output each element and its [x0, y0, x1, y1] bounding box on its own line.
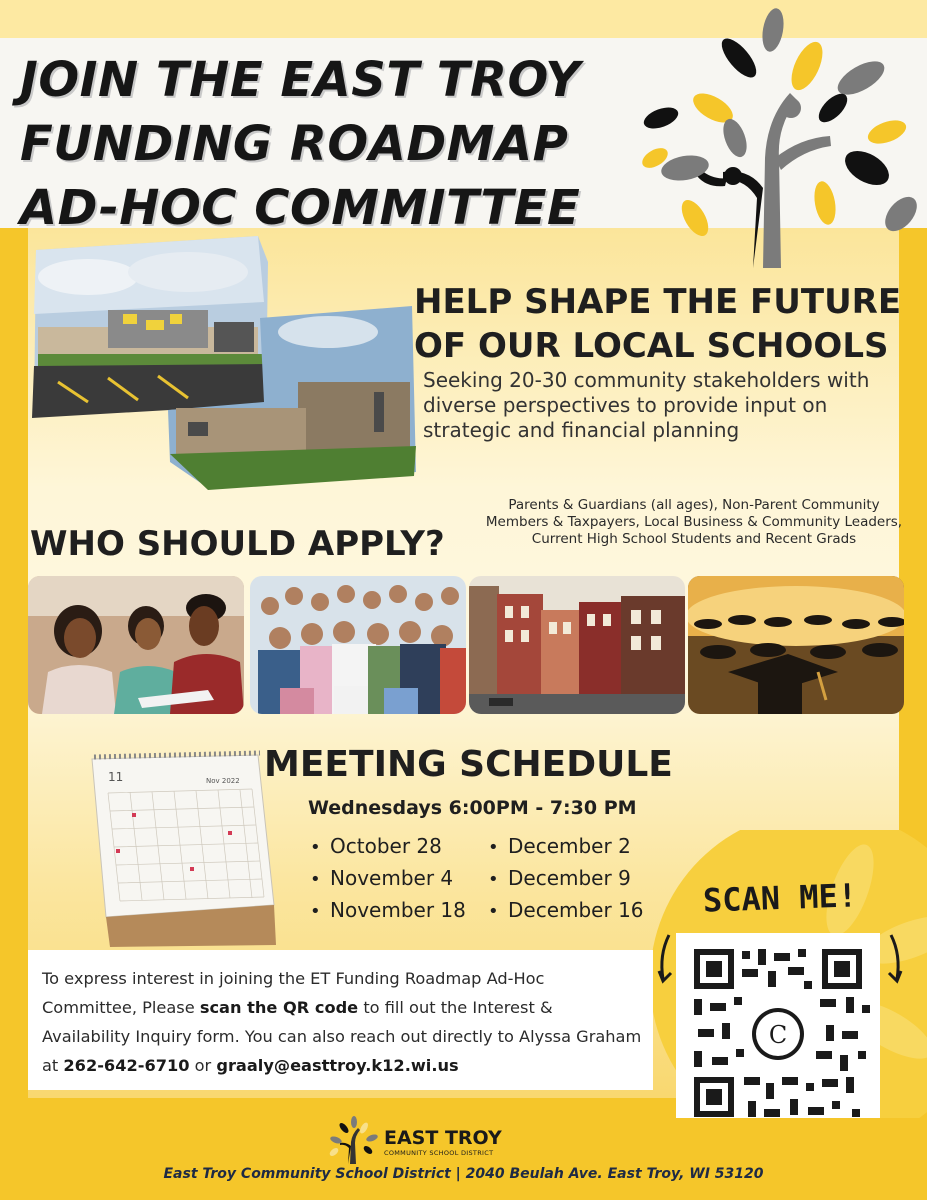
- info-text-part: to fill out the Interest & Availability Inquiry form. You can also reach out directly to Alyssa Graham at: [42, 998, 642, 1075]
- date-item: • December 2: [488, 831, 644, 863]
- footer-address: East Troy Community School District | 2040 Beulah Ave. East Troy, WI 53120: [163, 1166, 764, 1182]
- logo-name: EAST TROY: [384, 1127, 502, 1149]
- tree-logo-icon: [625, 8, 925, 268]
- who-heading: WHO SHOULD APPLY?: [30, 524, 445, 564]
- who-description: Parents & Guardians (all ages), Non-Parent Community Members & Taxpayers, Local Business & Community Leaders, Current High School Students and Recent Grads: [485, 497, 903, 547]
- dates-list-left: [310, 831, 466, 927]
- info-qr-callout: scan the QR code: [199, 998, 359, 1017]
- qr-code[interactable]: [676, 933, 880, 1135]
- family-photo: [28, 576, 244, 714]
- help-heading-line-2: OF OUR LOCAL SCHOOLS: [414, 326, 889, 366]
- help-description: Seeking 20-30 community stakeholders with diverse perspectives to provide input on strategic and financial planning: [423, 368, 870, 442]
- schedule-heading: MEETING SCHEDULE: [264, 744, 673, 785]
- downtown-street-photo: [469, 576, 685, 714]
- graduation-photo: [688, 576, 904, 714]
- qr-center-letter: C: [768, 1021, 788, 1049]
- community-group-photo: [250, 576, 466, 714]
- calendar-day: 11: [108, 770, 124, 784]
- date-item: • December 9: [488, 863, 644, 895]
- calendar-icon: [80, 745, 280, 950]
- calendar-month: Nov 2022: [206, 777, 240, 785]
- contact-phone[interactable]: 262-642-6710: [63, 1056, 190, 1075]
- help-heading: [414, 280, 914, 368]
- info-text: [42, 964, 642, 1080]
- logo-subtitle: COMMUNITY SCHOOL DISTRICT: [384, 1149, 494, 1157]
- school-buildings-image: [28, 232, 418, 494]
- date-item: • October 28: [310, 831, 466, 863]
- schedule-time: Wednesdays 6:00PM - 7:30 PM: [308, 797, 637, 819]
- date-item: • November 4: [310, 863, 466, 895]
- title-line-2: FUNDING ROADMAP: [20, 116, 569, 172]
- title-line-3: AD-HOC COMMITTEE: [20, 180, 581, 236]
- page-title: [20, 48, 620, 240]
- help-heading-line-1: HELP SHAPE THE FUTURE: [414, 282, 902, 322]
- contact-email[interactable]: graaly@easttroy.k12.wi.us: [216, 1056, 459, 1075]
- title-line-1: JOIN THE EAST TROY: [20, 52, 581, 108]
- date-item: • December 16: [488, 895, 644, 927]
- scan-me-label: SCAN ME!: [702, 876, 858, 920]
- info-text-part: To express interest in joining the ET Funding Roadmap Ad-Hoc Committee, Please: [42, 969, 545, 1017]
- qr-code-icon: [676, 933, 880, 1135]
- info-text-part: or: [189, 1056, 217, 1075]
- date-item: • November 18: [310, 895, 466, 927]
